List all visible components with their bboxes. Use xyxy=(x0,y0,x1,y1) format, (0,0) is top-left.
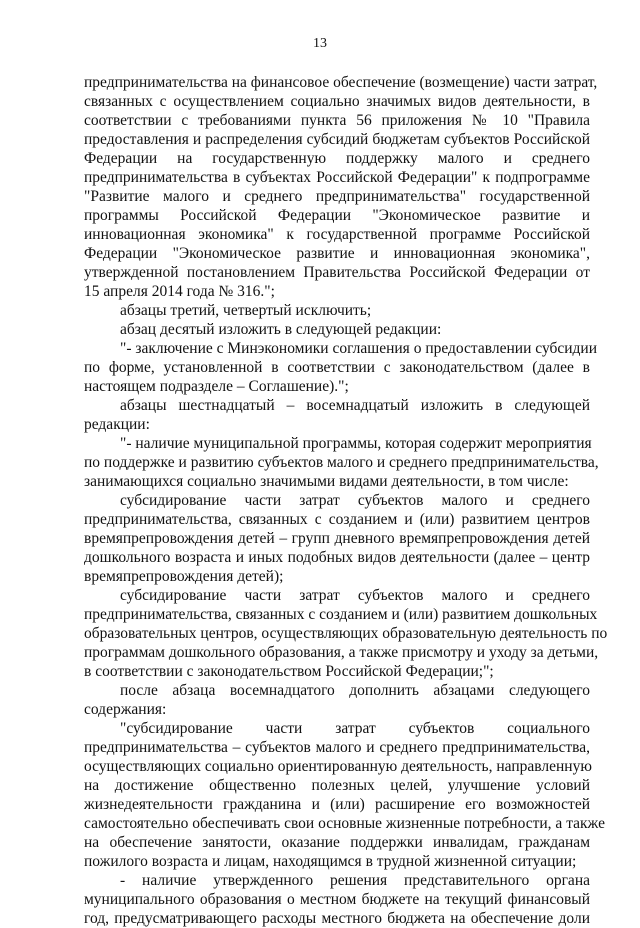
text-line: жизнедеятельности гражданина и (или) расширение его возможностей xyxy=(84,796,590,813)
text-line: предоставления и распределения субсидий бюджетам субъектов Российской xyxy=(84,131,590,148)
text-line: абзацы третий, четвертый исключить; xyxy=(120,302,372,319)
text-line: абзацы шестнадцатый – восемнадцатый изложить в следующей xyxy=(120,397,590,414)
paragraph xyxy=(84,73,598,301)
text-line: занимающихся социально значимыми видами деятельности, в том числе: xyxy=(84,473,569,490)
text-line: образовательных центров, осуществляющих образовательную деятельность по xyxy=(84,625,608,642)
text-line: "субсидирование части затрат субъектов социального xyxy=(120,720,590,737)
text-line: инновационная экономика" к государственной программе Российской xyxy=(84,226,590,243)
text-line: "- наличие муниципальной программы, которая содержит мероприятия xyxy=(120,435,592,452)
paragraph xyxy=(84,301,590,320)
text-line: предпринимательства на финансовое обеспечение (возмещение) части затрат, xyxy=(84,74,598,91)
paragraph xyxy=(84,320,590,339)
text-line: абзац десятый изложить в следующей редакции: xyxy=(120,321,442,338)
paragraph xyxy=(84,339,598,396)
text-line: субсидирование части затрат субъектов малого и среднего xyxy=(120,492,590,509)
text-line: осуществляющих социально ориентированную деятельность, направленную xyxy=(84,758,592,775)
text-line: программам дошкольного образования, а также присмотру и уходу за детьми, xyxy=(84,644,599,661)
paragraph xyxy=(84,681,590,719)
text-line: программы Российской Федерации "Экономическое развитие и xyxy=(84,207,590,224)
text-line: предпринимательства, связанных с созданием и (или) развитием дошкольных xyxy=(84,606,598,623)
text-line: в соответствии с законодательством Российской Федерации;"; xyxy=(84,663,494,680)
text-line: муниципального образования о местном бюджете на текущий финансовый xyxy=(84,891,590,908)
text-line: год, предусматривающего расходы местного бюджета на обеспечение доли xyxy=(84,910,590,927)
text-line: самостоятельно обеспечивать свои основные жизненные потребности, а также xyxy=(84,815,605,832)
text-line: содержания: xyxy=(84,701,167,718)
text-line: предпринимательства, связанных с созданием и (или) развитием центров xyxy=(84,511,590,528)
text-line: связанных с осуществлением социально значимых видов деятельности, в xyxy=(84,93,590,110)
text-line: на достижение общественно полезных целей, улучшение условий xyxy=(84,777,590,794)
page-number: 13 xyxy=(313,36,327,51)
text-line: "Развитие малого и среднего предпринимательства" государственной xyxy=(84,188,590,205)
paragraph xyxy=(84,491,590,586)
text-line: - наличие утвержденного решения представительного органа xyxy=(120,872,590,889)
text-line: соответствии с требованиями пункта 56 приложения № 10 "Правила xyxy=(84,112,590,129)
text-line: времяпрепровождения детей); xyxy=(84,568,284,585)
document-body xyxy=(84,73,608,928)
text-line: по поддержке и развитию субъектов малого и среднего предпринимательства, xyxy=(84,454,599,471)
paragraph xyxy=(84,434,599,491)
text-line: по форме, установленной в соответствии с законодательством (далее в xyxy=(84,359,590,376)
paragraph xyxy=(84,396,590,434)
text-line: предпринимательства в субъектах Российской Федерации" к подпрограмме xyxy=(84,169,590,186)
text-line: на обеспечение занятости, оказание поддержки инвалидам, гражданам xyxy=(84,834,590,851)
text-line: редакции: xyxy=(84,416,150,433)
paragraph xyxy=(84,719,605,871)
text-line: утвержденной постановлением Правительства Российской Федерации от xyxy=(84,264,590,281)
text-line: Федерации на государственную поддержку малого и среднего xyxy=(84,150,590,167)
paragraph xyxy=(84,871,590,928)
paragraph xyxy=(84,586,608,681)
text-line: "- заключение с Минэкономики соглашения о предоставлении субсидии xyxy=(120,340,598,357)
text-line: Федерации "Экономическое развитие и инновационная экономика", xyxy=(84,245,590,262)
text-line: времяпрепровождения детей – групп дневного времяпрепровождения детей xyxy=(84,530,590,547)
text-line: настоящем подразделе – Соглашение)."; xyxy=(84,378,349,395)
text-line: после абзаца восемнадцатого дополнить абзацами следующего xyxy=(120,682,590,699)
text-line: пожилого возраста и лицам, находящимся в трудной жизненной ситуации; xyxy=(84,853,577,870)
text-line: дошкольного возраста и иных подобных видов деятельности (далее – центр xyxy=(84,549,590,566)
text-line: субсидирование части затрат субъектов малого и среднего xyxy=(120,587,590,604)
text-line: 15 апреля 2014 года № 316."; xyxy=(84,283,275,300)
text-line: предпринимательства – субъектов малого и среднего предпринимательства, xyxy=(84,739,590,756)
